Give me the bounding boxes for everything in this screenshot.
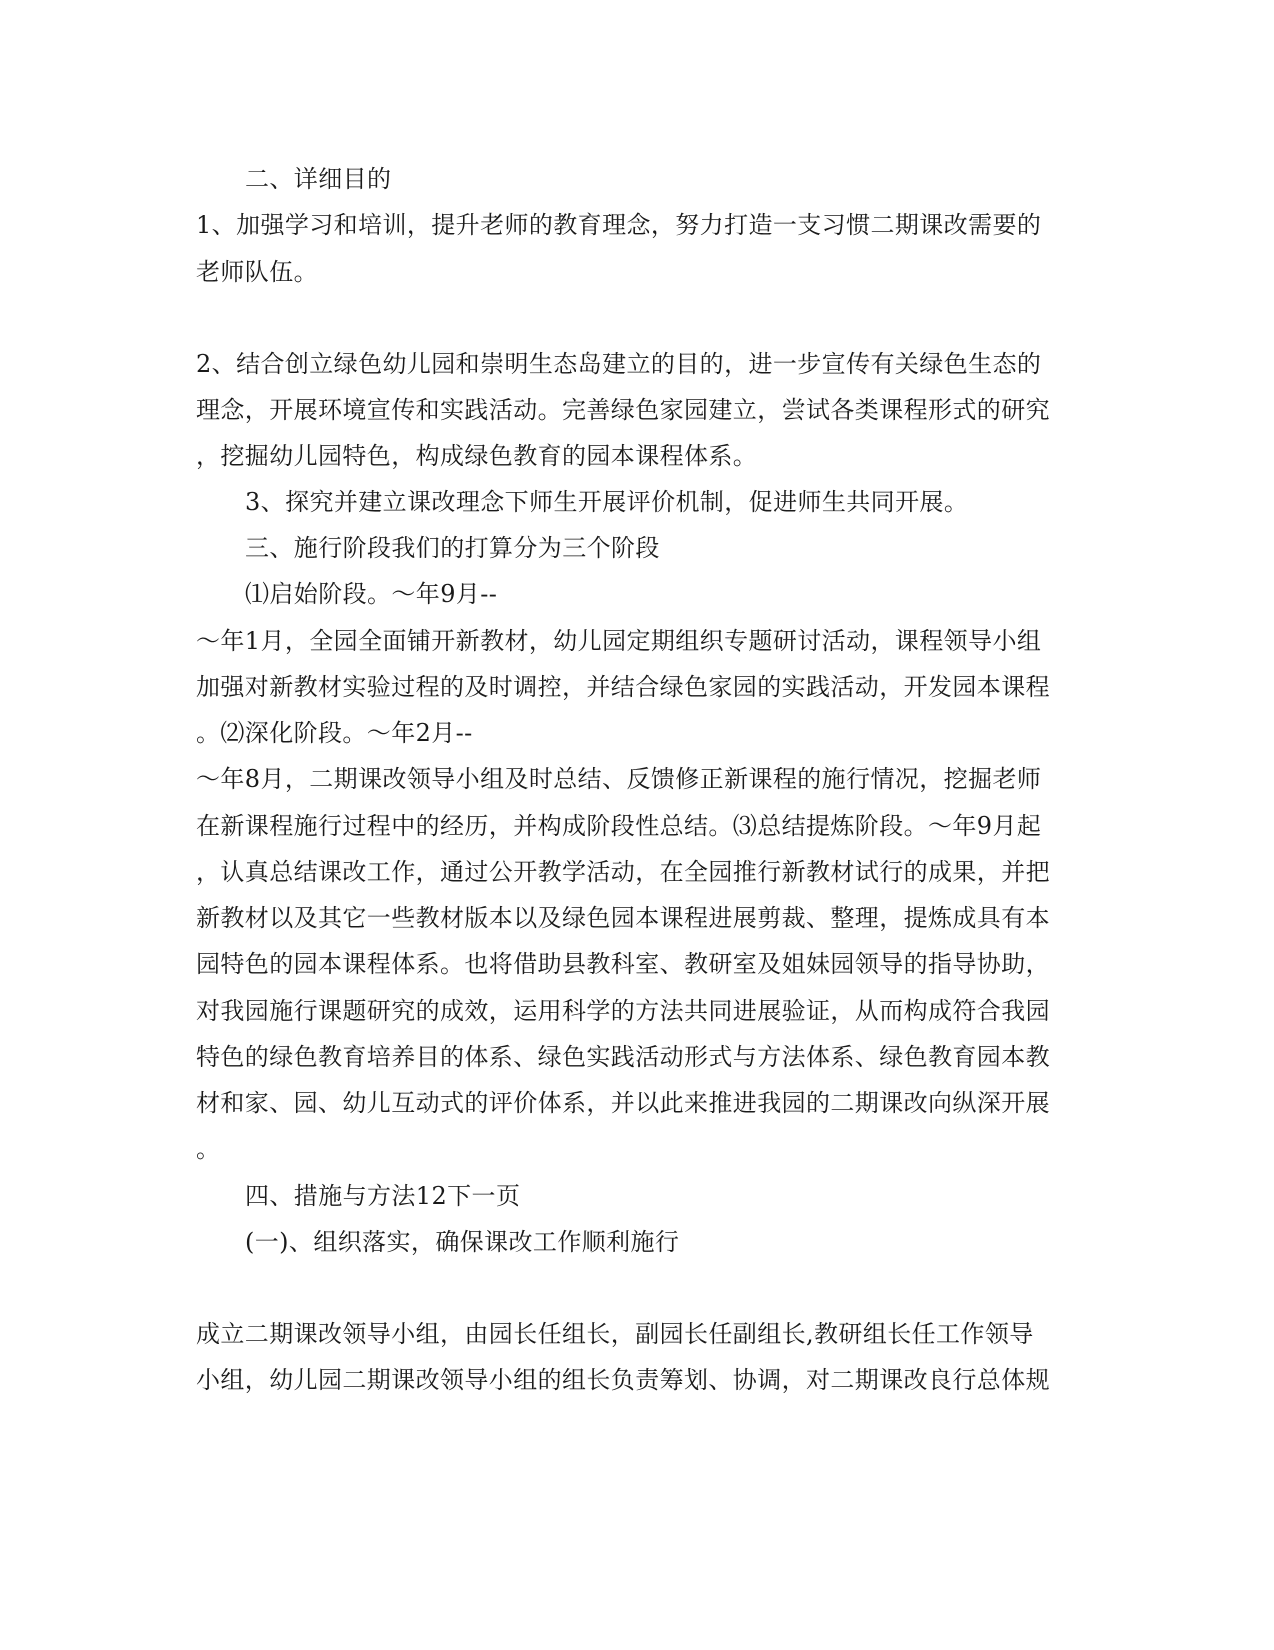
paragraph-line: ，认真总结课改工作，通过公开教学活动，在全园推行新教材试行的成果，并把 [196, 858, 1050, 886]
paragraph-line: 对我园施行课题研究的成效，运用科学的方法共同进展验证，从而构成符合我园 [196, 997, 1050, 1025]
paragraph-line: 材和家、园、幼儿互动式的评价体系，并以此来推进我园的二期课改向纵深开展 [196, 1089, 1050, 1117]
section-heading-3: 三、施行阶段我们的打算分为三个阶段 [245, 534, 660, 562]
paragraph-line: 新教材以及其它一些教材版本以及绿色园本课程进展剪裁、整理，提炼成具有本 [196, 904, 1050, 932]
paragraph-line: 小组，幼儿园二期课改领导小组的组长负责筹划、协调，对二期课改良行总体规 [196, 1366, 1050, 1394]
paragraph-line: 1、加强学习和培训，提升老师的教育理念，努力打造一支习惯二期课改需要的 [196, 211, 1042, 239]
section-heading-4: 四、措施与方法12下一页 [245, 1182, 521, 1210]
paragraph-line: 园特色的园本课程体系。也将借助县教科室、教研室及姐妹园领导的指导协助， [196, 950, 1050, 978]
paragraph-line: 老师队伍。 [196, 258, 318, 286]
section-heading-2: 二、详细目的 [245, 165, 392, 193]
paragraph-line: 在新课程施行过程中的经历，并构成阶段性总结。⑶总结提炼阶段。～年9月起 [196, 812, 1042, 840]
paragraph-line: 特色的绿色教育培养目的体系、绿色实践活动形式与方法体系、绿色教育园本教 [196, 1043, 1050, 1071]
paragraph-line: ，挖掘幼儿园特色，构成绿色教育的园本课程体系。 [196, 442, 758, 470]
paragraph-line: 成立二期课改领导小组，由园长任组长，副园长任副组长,教研组长任工作领导 [196, 1320, 1034, 1348]
paragraph-line: ～年1月，全园全面铺开新教材，幼儿园定期组织专题研讨活动，课程领导小组 [196, 627, 1042, 655]
subsection-heading: (一)、组织落实，确保课改工作顺利施行 [245, 1228, 680, 1256]
paragraph-line: 理念，开展环境宣传和实践活动。完善绿色家园建立，尝试各类课程形式的研究 [196, 396, 1050, 424]
paragraph-line: 。 [196, 1135, 221, 1163]
paragraph-line: 。⑵深化阶段。～年2月-- [196, 719, 473, 747]
paragraph-line: 3、探究并建立课改理念下师生开展评价机制，促进师生共同开展。 [245, 488, 969, 516]
paragraph-line: 2、结合创立绿色幼儿园和崇明生态岛建立的目的，进一步宣传有关绿色生态的 [196, 350, 1042, 378]
paragraph-line: ～年8月，二期课改领导小组及时总结、反馈修正新课程的施行情况，挖掘老师 [196, 765, 1042, 793]
paragraph-line: 加强对新教材实验过程的及时调控，并结合绿色家园的实践活动，开发园本课程 [196, 673, 1050, 701]
paragraph-line: ⑴启始阶段。～年9月-- [245, 580, 498, 608]
